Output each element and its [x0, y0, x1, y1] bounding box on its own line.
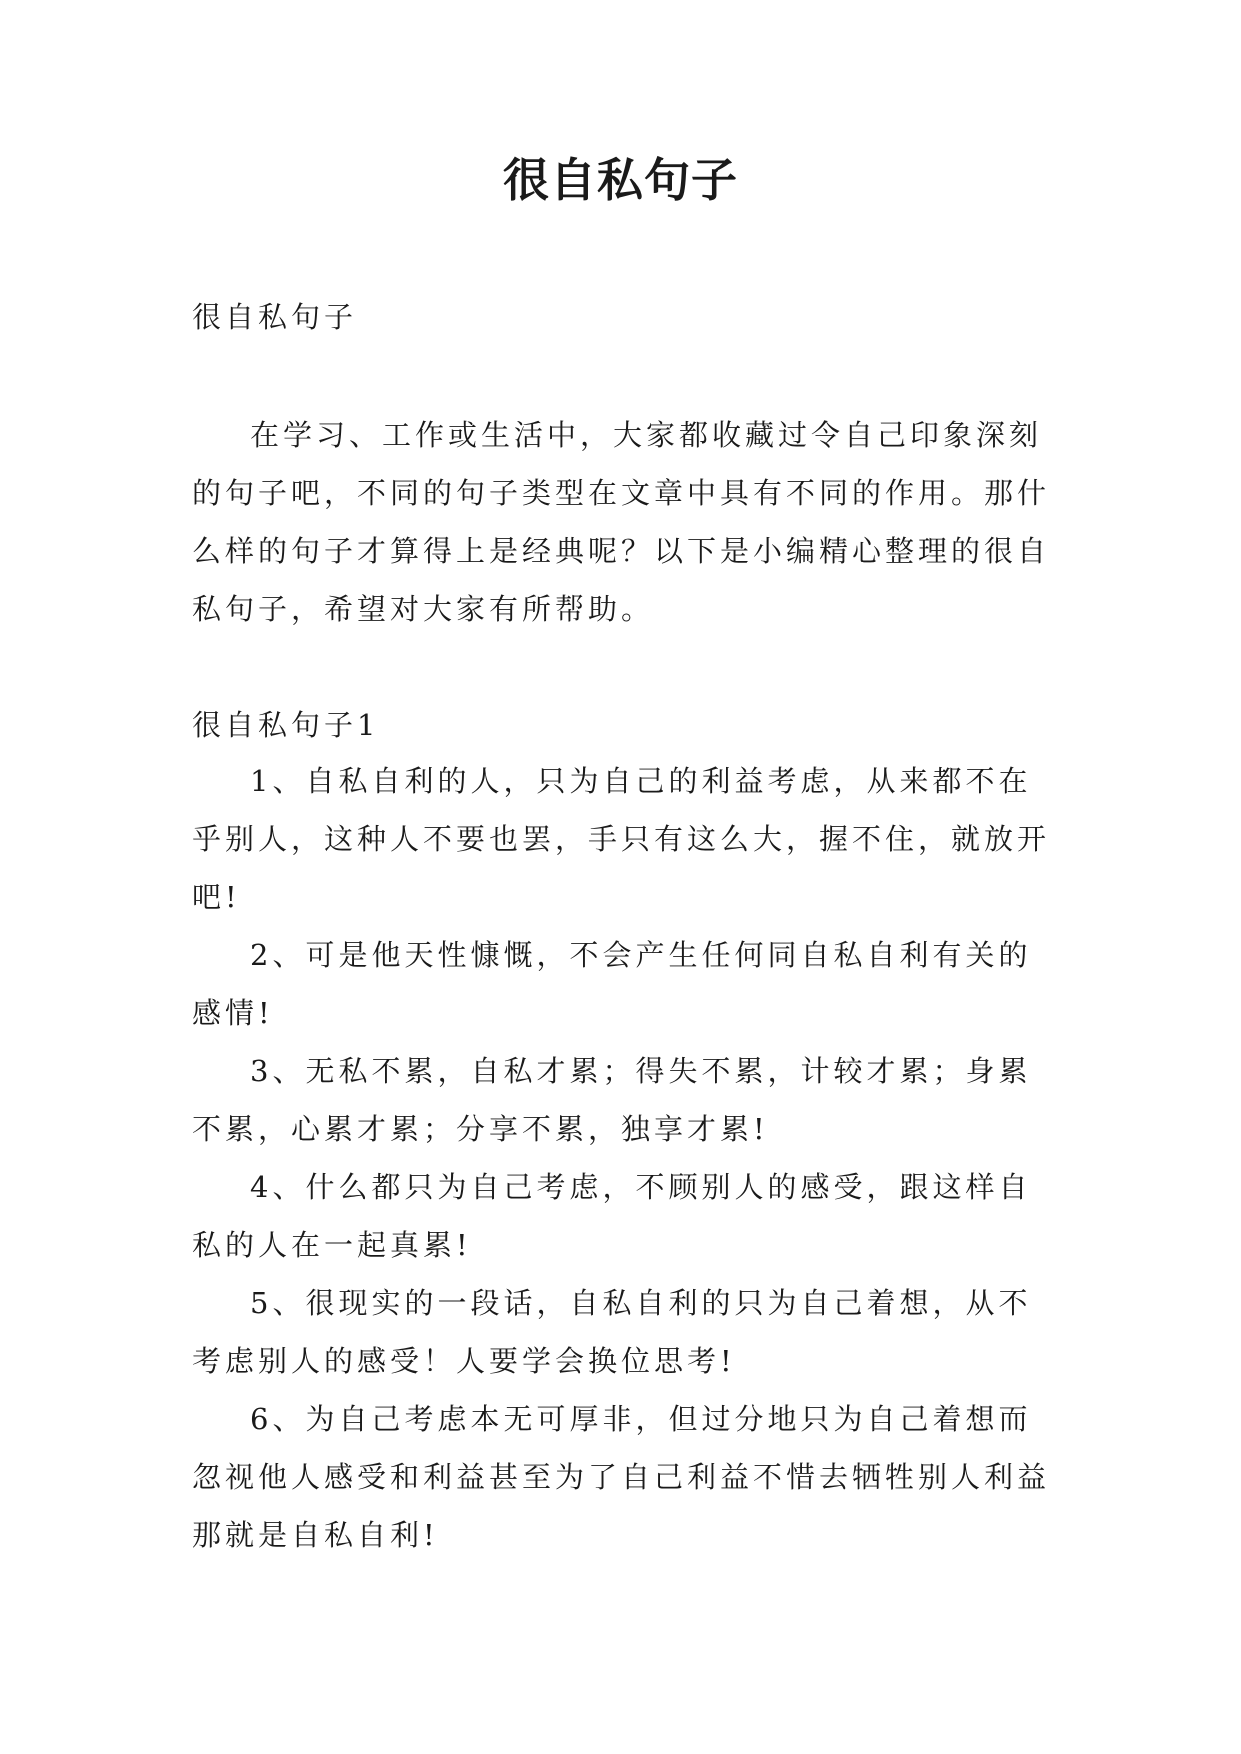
list-item: 1、自私自利的人，只为自己的利益考虑，从来都不在乎别人，这种人不要也罢，手只有这么大，握不住，就放开吧!	[192, 764, 1051, 914]
list-item: 2、可是他天性慷慨，不会产生任何同自私自利有关的感情!	[192, 938, 1032, 1030]
list-item: 3、无私不累，自私才累；得失不累，计较才累；身累不累，心累才累；分享不累，独享才累!	[192, 1054, 1032, 1146]
intro-paragraph	[192, 406, 1054, 638]
section-heading: 很自私句子1	[192, 708, 380, 742]
document-title: 很自私句子	[503, 153, 738, 207]
list-item: 5、很现实的一段话，自私自利的只为自己着想，从不考虑别人的感受！人要学会换位思考!	[192, 1286, 1032, 1378]
sentence-list	[192, 752, 1054, 1564]
intro-text: 在学习、工作或生活中，大家都收藏过令自己印象深刻的句子吧，不同的句子类型在文章中具有不同的作用。那什么样的句子才算得上是经典呢？以下是小编精心整理的很自私句子，希望对大家有所帮助。	[192, 418, 1051, 626]
document-subtitle: 很自私句子	[192, 300, 358, 334]
list-item: 6、为自己考虑本无可厚非，但过分地只为自己着想而忽视他人感受和利益甚至为了自己利益不惜去牺牲别人利益那就是自私自利!	[192, 1402, 1051, 1552]
list-item: 4、什么都只为自己考虑，不顾别人的感受，跟这样自私的人在一起真累!	[192, 1170, 1032, 1262]
